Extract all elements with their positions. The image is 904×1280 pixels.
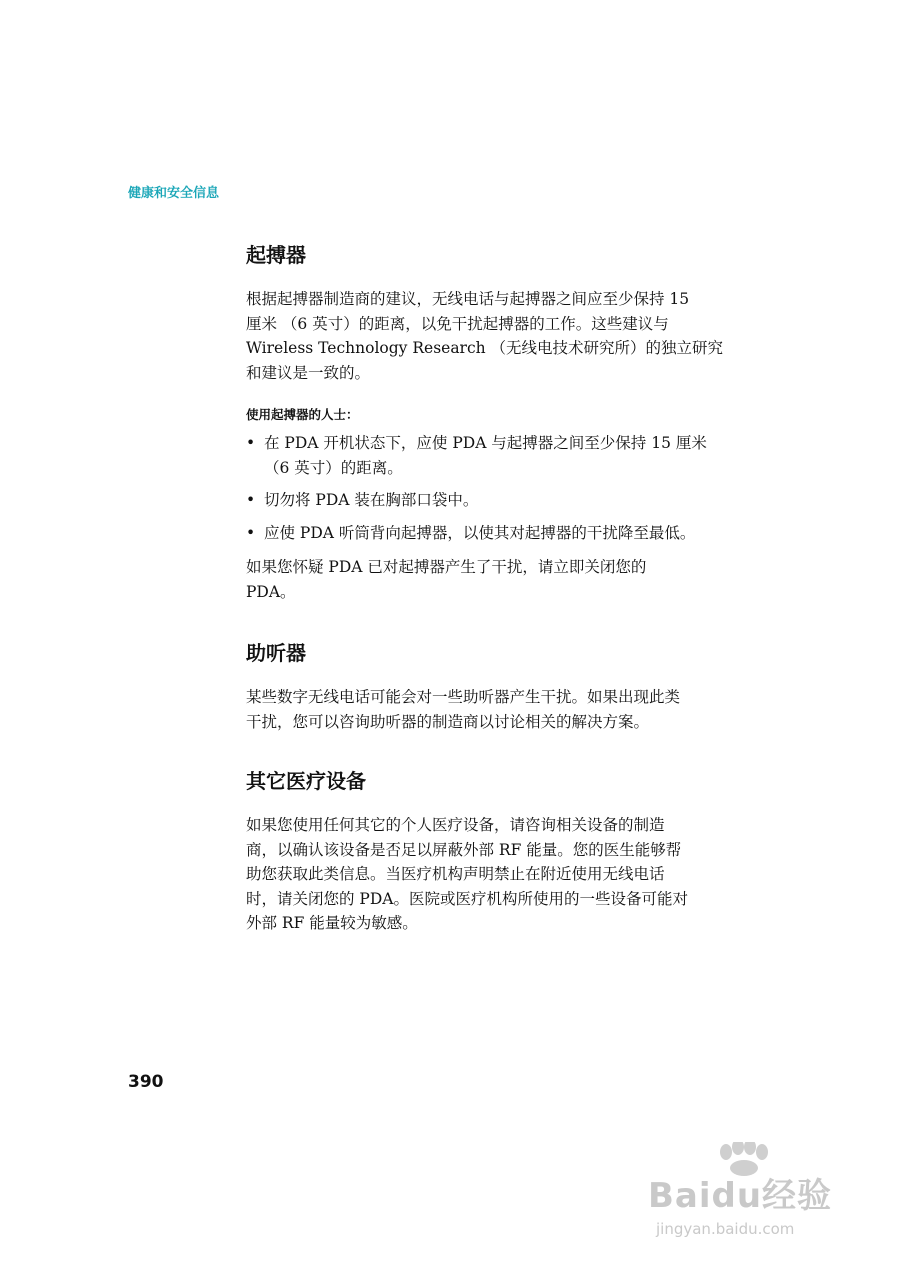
text-line: 助您获取此类信息。当医疗机构声明禁止在附近使用无线电话 [246, 865, 665, 883]
subheading-pacemaker-users: 使用起搏器的人士： [246, 407, 359, 422]
text-line: 应使 PDA 听筒背向起搏器，以使其对起搏器的干扰降至最低。 [264, 523, 696, 542]
text-line: 如果您使用任何其它的个人医疗设备，请咨询相关设备的制造 [246, 816, 665, 834]
text-line: 根据起搏器制造商的建议，无线电话与起搏器之间应至少保持 15 [246, 290, 690, 308]
bullet-dot-icon: • [246, 523, 256, 542]
list-item [246, 488, 786, 513]
text-line: 外部 RF 能量较为敏感。 [246, 914, 418, 932]
bullet-dot-icon: • [246, 491, 256, 509]
text-line: 如果您怀疑 PDA 已对起搏器产生了干扰，请立即关闭您的 [246, 558, 647, 576]
main-content [246, 238, 786, 936]
heading-hearing-aids: 助听器 [246, 641, 306, 665]
paragraph-pacemaker [246, 287, 786, 385]
page-number: 390 [128, 1072, 164, 1092]
paragraph-hearing-aids [246, 685, 786, 734]
running-header: 健康和安全信息 [128, 186, 220, 201]
baidu-watermark [642, 1142, 852, 1250]
text-line: 厘米 （6 英寸）的距离，以免干扰起搏器的工作。这些建议与 [246, 314, 669, 333]
text-line: 和建议是一致的。 [246, 363, 371, 382]
paragraph-pacemaker-closing [246, 555, 786, 604]
list-item [246, 431, 786, 480]
text-line: 在 PDA 开机状态下，应使 PDA 与起搏器之间至少保持 15 厘米 [264, 434, 707, 452]
text-line: 时，请关闭您的 PDA。医院或医疗机构所使用的一些设备可能对 [246, 889, 688, 908]
text-line: 某些数字无线电话可能会对一些助听器产生干扰。如果出现此类 [246, 688, 681, 706]
list-item [246, 521, 786, 546]
pacemaker-bullet-list [246, 431, 786, 545]
heading-other-medical-devices: 其它医疗设备 [246, 769, 366, 793]
bullet-dot-icon: • [246, 434, 256, 452]
watermark-url: jingyan.baidu.com [656, 1220, 795, 1238]
text-line: 商，以确认该设备是否足以屏蔽外部 RF 能量。您的医生能够帮 [246, 840, 682, 859]
text-line: 切勿将 PDA 装在胸部口袋中。 [264, 491, 479, 509]
watermark-brand: Baidu经验 [648, 1176, 833, 1216]
text-line: 干扰，您可以咨询助听器的制造商以讨论相关的解决方案。 [246, 712, 650, 731]
text-line: Wireless Technology Research （无线电技术研究所）的独立研究 [246, 339, 724, 357]
text-line: （6 英寸）的距离。 [264, 458, 403, 477]
text-line: PDA。 [246, 582, 296, 601]
heading-pacemaker: 起搏器 [246, 243, 306, 267]
paragraph-other-medical-devices [246, 813, 786, 936]
